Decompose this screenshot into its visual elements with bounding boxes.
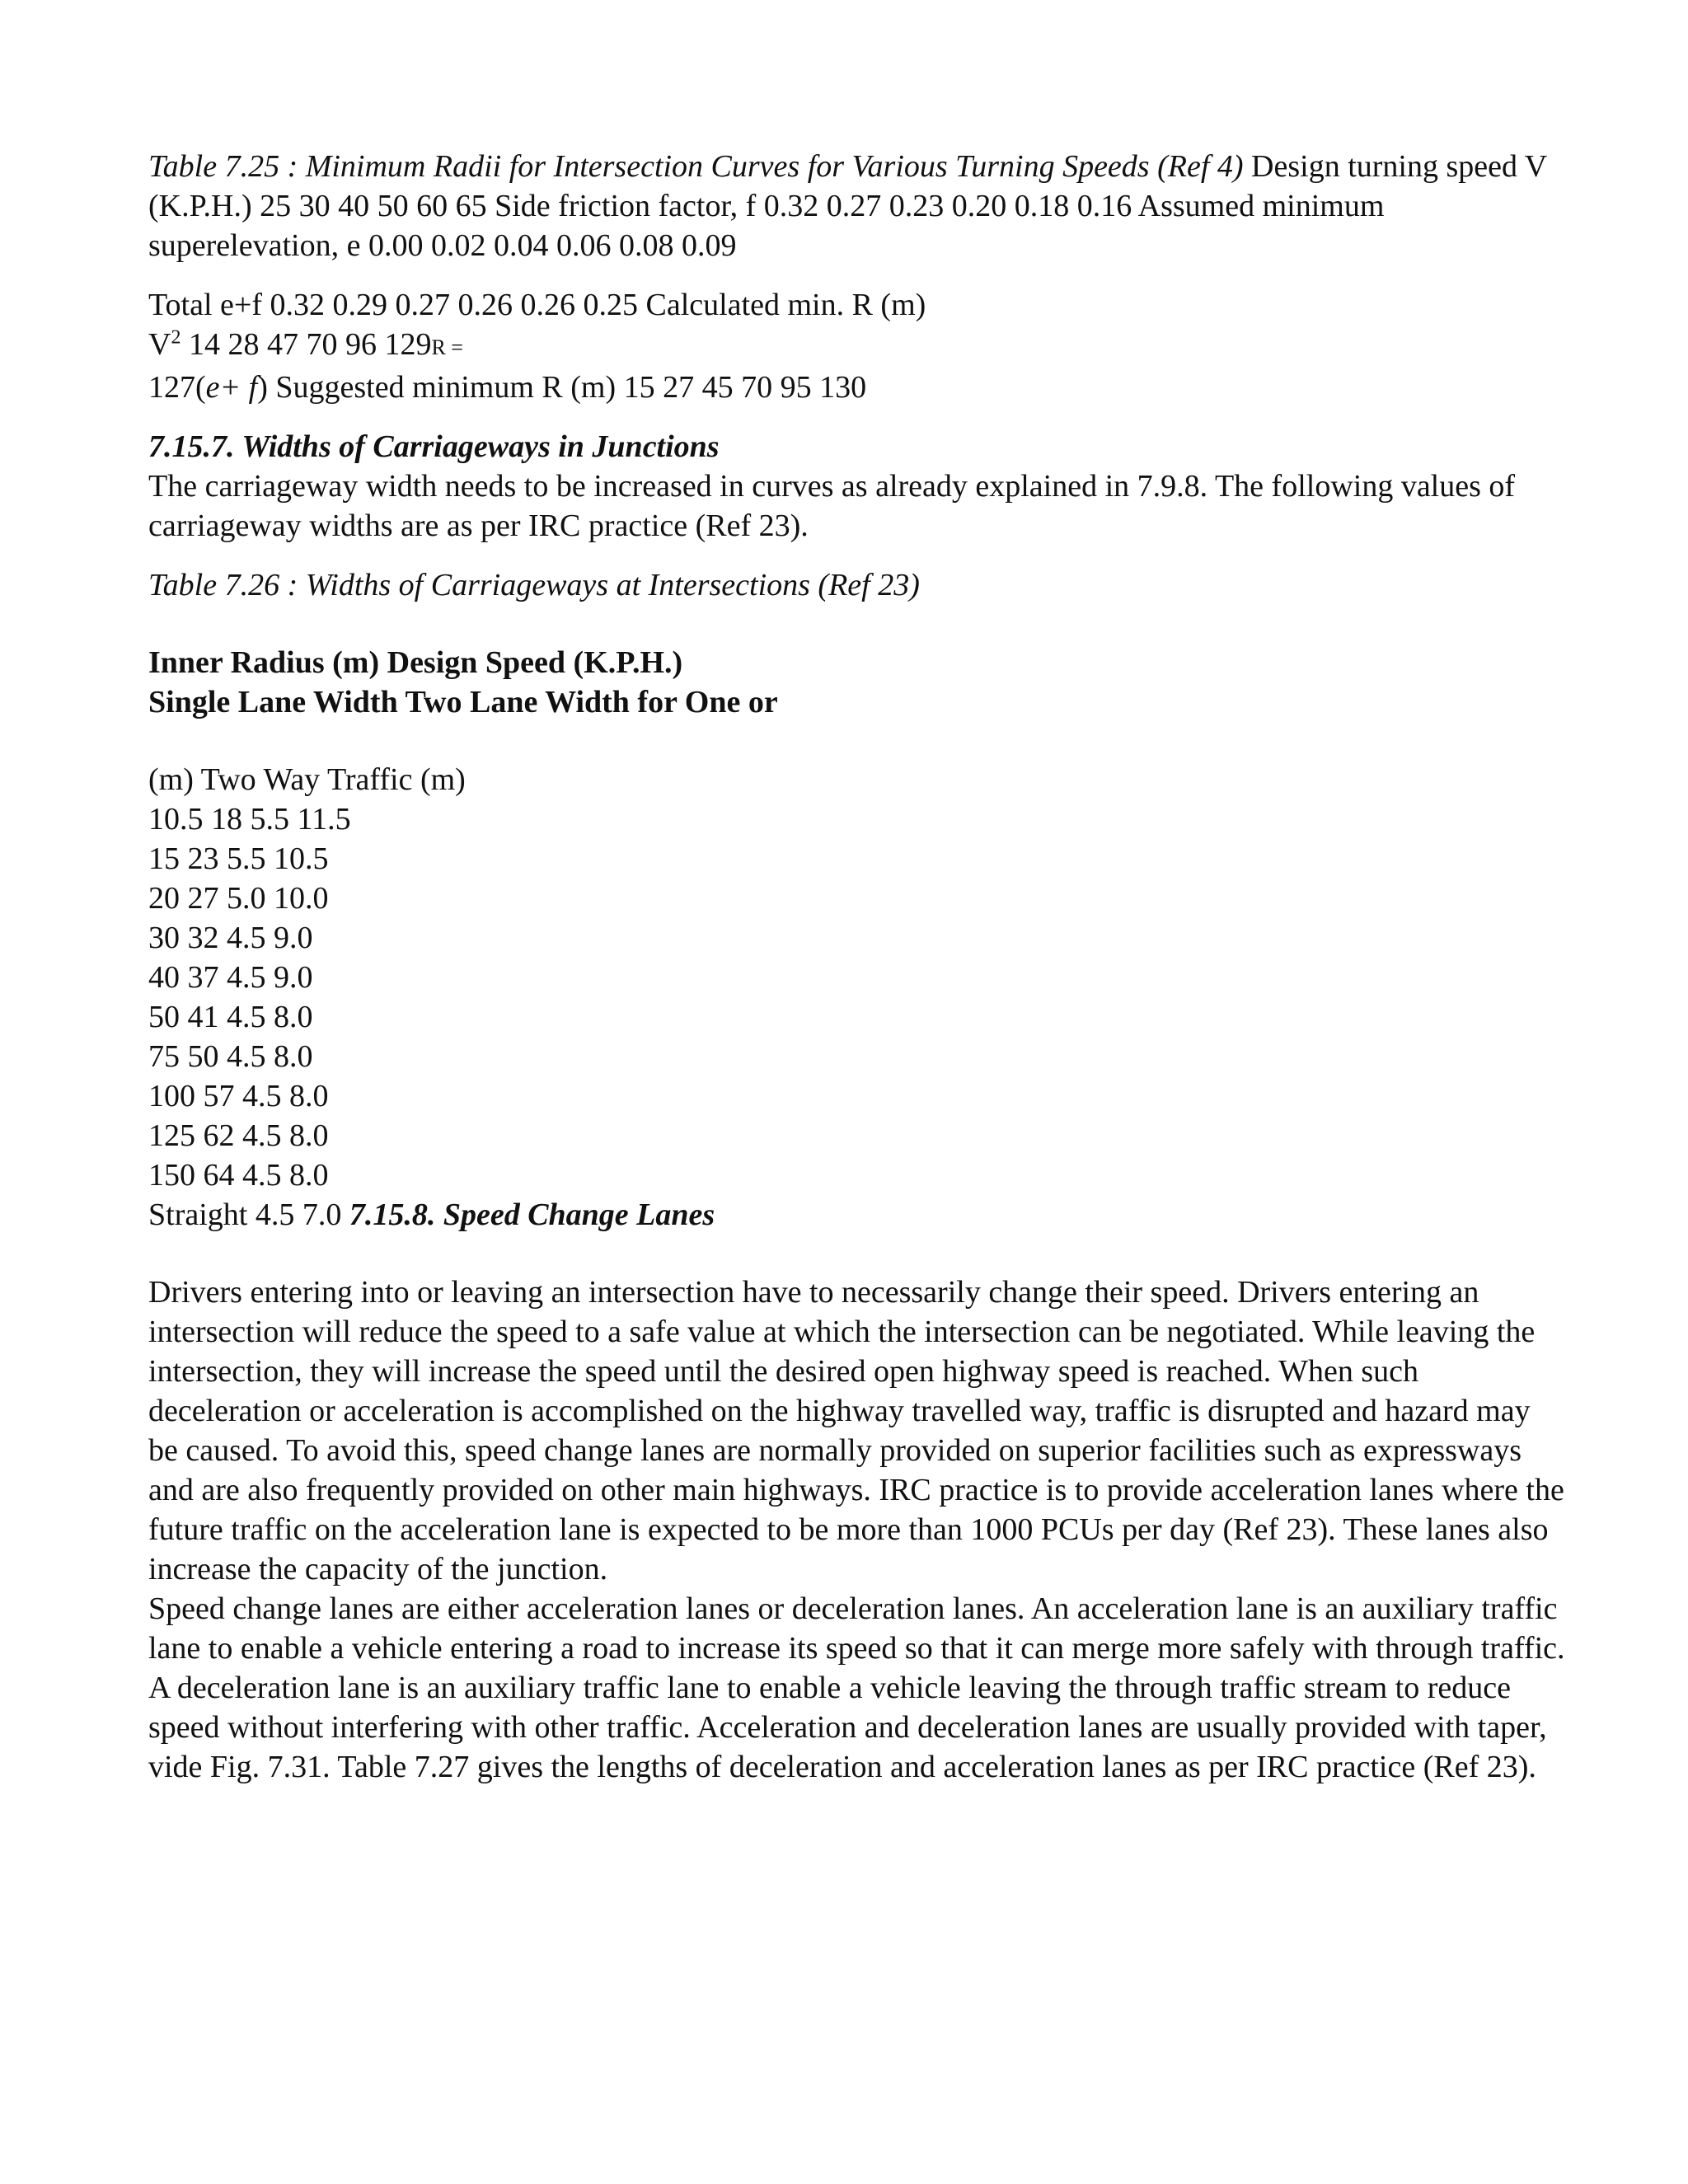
table-7-25-text-1: Design turning speed V (K.P.H.) 25 30 40 50 60 65 Side friction factor, f 0.32 0.27 0.23 0.20 0.18 0.16 Assumed minimum superelevation, e 0.00 0.02 0.04 0.06 0.08 0.09 (148, 149, 1547, 263)
formula-superscript: 2 (171, 326, 181, 349)
suggested-min-radius: Suggested minimum R (m) 15 27 45 70 95 130 (267, 370, 867, 405)
formula-values: 14 28 47 70 96 129 (181, 327, 432, 362)
table-7-25-formula-line (148, 325, 1566, 368)
table-7-25-caption: Table 7.25 : Minimum Radii for Intersection Curves for Various Turning Speeds (Ref 4) (148, 149, 1244, 184)
formula-r: R = (431, 335, 463, 359)
table-row: 10.5 18 5.5 11.5 (148, 802, 351, 837)
table-row: 50 41 4.5 8.0 (148, 1000, 313, 1034)
table-7-26-header-2: Single Lane Width Two Lane Width for One or (148, 685, 778, 719)
table-row-straight: Straight 4.5 7.0 (148, 1197, 349, 1232)
section-7-15-8-para-2: Speed change lanes are either acceleration lanes or deceleration lanes. An acceleration lane is an auxiliary traffic lane to enable a vehicle entering a road to increase its speed so that it can merge more safely with through traffic. A deceleration lane is an auxiliary traffic lane to enable a vehicle leaving the through traffic stream to reduce speed without interfering with other traffic. Acceleration and deceleration lanes are usually provided with taper, vide Fig. 7.31. Table 7.27 gives the lengths of deceleration and acceleration lanes as per IRC practice (Ref 23). (148, 1591, 1565, 1784)
table-row: 75 50 4.5 8.0 (148, 1039, 313, 1074)
table-7-26-caption: Table 7.26 : Widths of Carriageways at Intersections (Ref 23) (148, 568, 920, 602)
section-7-15-8-heading: 7.15.8. Speed Change Lanes (349, 1197, 715, 1232)
table-row: 150 64 4.5 8.0 (148, 1158, 329, 1193)
table-row: 20 27 5.0 10.0 (148, 881, 329, 916)
formula-v: V (148, 327, 171, 362)
table-row: 30 32 4.5 9.0 (148, 921, 313, 955)
document-page (148, 147, 1566, 1787)
formula-denom-suffix: ) (257, 370, 268, 405)
table-row: 125 62 4.5 8.0 (148, 1118, 329, 1153)
table-row-last (148, 1195, 1566, 1235)
table-7-25-intro (148, 147, 1566, 265)
table-7-26-header-3: (m) Two Way Traffic (m) (148, 762, 466, 797)
formula-denom-prefix: 127( (148, 370, 206, 405)
table-row: 15 23 5.5 10.5 (148, 841, 329, 876)
table-7-26-header-1: Inner Radius (m) Design Speed (K.P.H.) (148, 645, 683, 680)
section-7-15-7-heading: 7.15.7. Widths of Carriageways in Junctions (148, 429, 720, 464)
section-7-15-8-para-1: Drivers entering into or leaving an intersection have to necessarily change their speed. Drivers entering an intersection will reduce the speed to a safe value at which the intersection can be negotiated. While leaving the intersection, they will increase the speed until the desired open highway speed is reached. When such deceleration or acceleration is accomplished on the highway travelled way, traffic is disrupted and hazard may be caused. To avoid this, speed change lanes are normally provided on superior facilities such as expressways and are also frequently provided on other main highways. IRC practice is to provide acceleration lanes where the future traffic on the acceleration lane is expected to be more than 1000 PCUs per day (Ref 23). These lanes also increase the capacity of the junction. (148, 1275, 1564, 1586)
table-row: 100 57 4.5 8.0 (148, 1079, 329, 1113)
table-row: 40 37 4.5 9.0 (148, 960, 313, 995)
section-7-15-7-body: The carriageway width needs to be increased in curves as already explained in 7.9.8. The following values of carriageway widths are as per IRC practice (Ref 23). (148, 469, 1516, 543)
table-7-25-text-3 (148, 368, 1566, 407)
table-7-26-rows (148, 799, 1566, 1235)
formula-denom-italic: e+ f (205, 370, 258, 405)
table-7-25-text-2: Total e+f 0.32 0.29 0.27 0.26 0.26 0.25 Calculated min. R (m) (148, 288, 926, 322)
